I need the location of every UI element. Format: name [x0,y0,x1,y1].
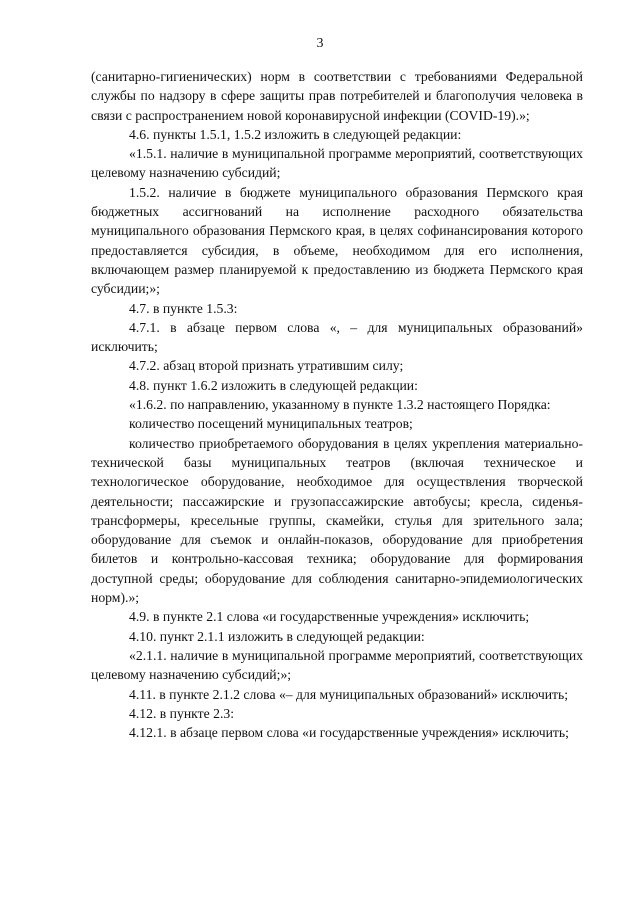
paragraph-4-8: 4.8. пункт 1.6.2 изложить в следующей редакции: [129,377,418,393]
paragraph-4-9: 4.9. в пункте 2.1 слова «и государственные учреждения» исключить; [129,609,530,625]
paragraph-1-6-2: «1.6.2. по направлению, указанному в пункте 1.3.2 настоящего Порядка: [129,397,551,413]
paragraph-4-11: 4.11. в пункте 2.1.2 слова «– для муниципальных образований» исключить; [129,686,569,702]
paragraph-4-7-2: 4.7.2. абзац второй признать утратившим силу; [129,358,404,374]
document-body [91,67,583,742]
paragraph-4-7: 4.7. в пункте 1.5.3: [129,300,238,316]
paragraph-continuation: (санитарно-гигиенических) норм в соответствии с требованиями Федеральной службы по надзору в сфере защиты прав потребителей и благополучия человека в связи с распространением новой коронавирусной инфекции (COVID-19).»; [91,69,583,123]
paragraph-1-5-1: «1.5.1. наличие в муниципальной программе мероприятий, соответствующих целевому назначению субсидий; [91,146,583,181]
paragraph-2-1-1: «2.1.1. наличие в муниципальной программе мероприятий, соответствующих целевому назначению субсидий;»; [91,647,583,683]
paragraph-1-5-2: 1.5.2. наличие в бюджете муниципального образования Пермского края бюджетных ассигнований на исполнение расходного обязательства муниципального образования Пермского края, в целях софинансирования которого предоставляется субсидия, в объеме, необходимом для его исполнения, включающем размер планируемой к предоставлению из бюджета Пермского края субсидии;»; [91,184,583,297]
paragraph-theatre-visits: количество посещений муниципальных театров; [129,416,413,432]
paragraph-4-6: 4.6. пункты 1.5.1, 1.5.2 изложить в следующей редакции: [129,126,462,142]
paragraph-4-7-1: 4.7.1. в абзаце первом слова «, – для муниципальных образований» исключить; [91,319,583,355]
paragraph-equipment-count: количество приобретаемого оборудования в целях укрепления материально-технической базы муниципальных театров (включая техническое и технологическое оборудование, необходимое для осуществления творческой деятельности; пассажирские и грузопассажирские автобусы; кресла, сиденья-трансформеры, кресельные группы, скамейки, стулья для зрительного зала; оборудование для съемок и онлайн-показов, оборудование для приобретения билетов и контрольно-кассовая техника; оборудование для формирования доступной среды; оборудование для соблюдения санитарно-эпидемиологических норм).»; [91,435,583,606]
paragraph-4-10: 4.10. пункт 2.1.1 изложить в следующей редакции: [129,628,425,644]
paragraph-4-12: 4.12. в пункте 2.3: [129,705,235,721]
paragraph-4-12-1: 4.12.1. в абзаце первом слова «и государственные учреждения» исключить; [129,725,569,741]
page-number: 3 [316,36,324,51]
